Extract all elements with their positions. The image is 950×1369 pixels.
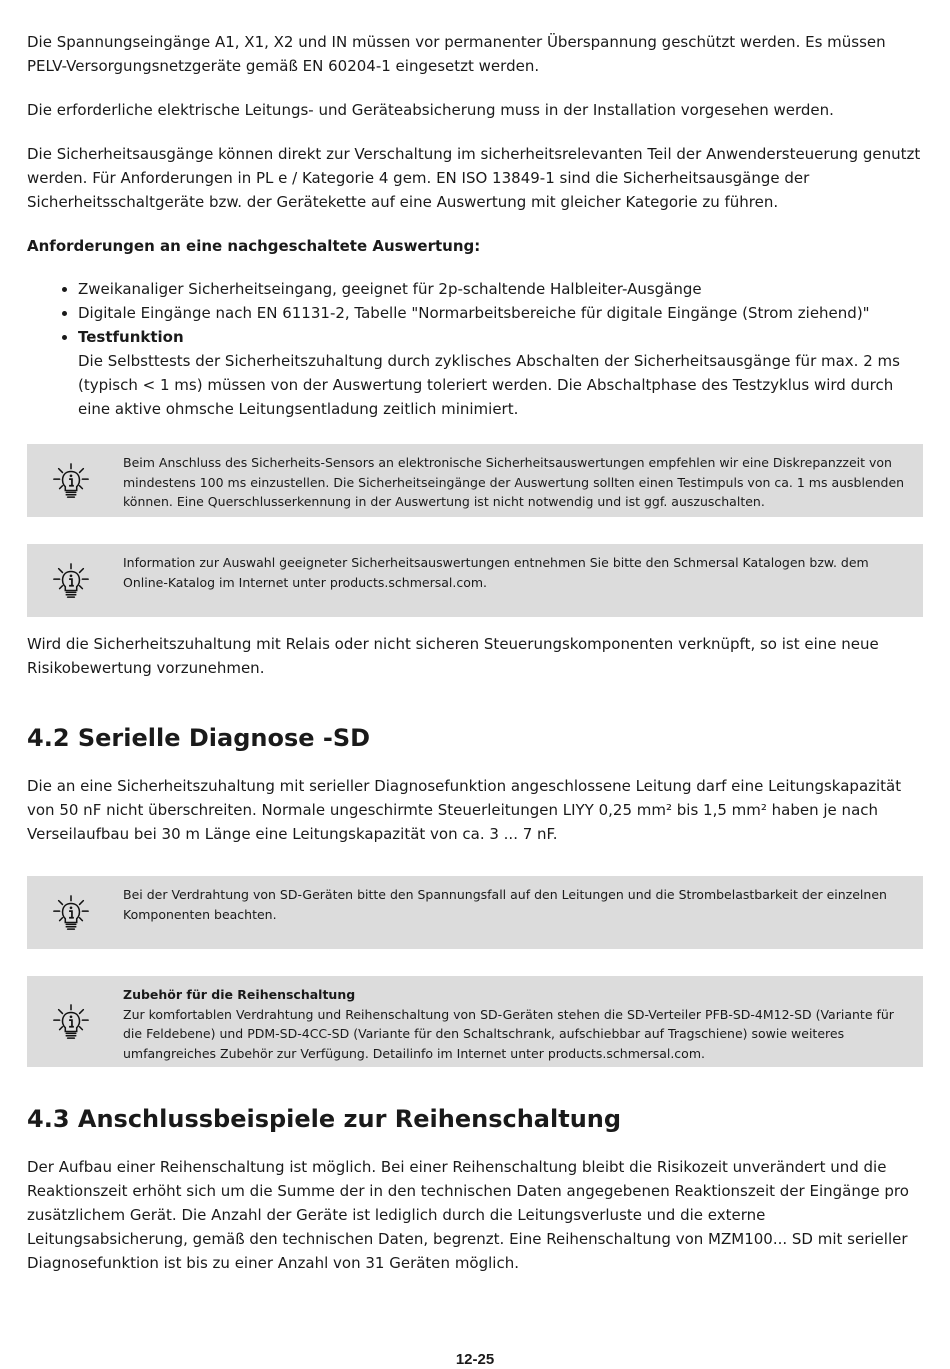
lightbulb-info-icon: [52, 1003, 90, 1041]
paragraph-voltage-inputs: Die Spannungseingänge A1, X1, X2 und IN müssen vor permanenter Überspannung geschützt werden. Es müssen PELV-Versorgungsnetzgeräte gemäß EN 60204-1 eingesetzt werden.: [27, 33, 886, 75]
note-text: Zur komfortablen Verdrahtung und Reihenschaltung von SD-Geräten stehen die SD-Verteiler PFB-SD-4M12-SD (Variante für die Feldebene) und PDM-SD-4CC-SD (Variante für den Schaltschrank, aufschiebbar auf Tragschiene) sowie weiteres umfangreiches Zubehör zur Verfügung. Detailinfo im Internet unter products.schmersal.com.: [123, 1006, 894, 1061]
paragraph-series-connection: Der Aufbau einer Reihenschaltung ist möglich. Bei einer Reihenschaltung bleibt die Risikozeit unverändert und die Reaktionszeit erhöht sich um die Summe der in den technischen Daten angegebenen Reaktionszeit der Eingänge pro zusätzlichem Gerät. Die Anzahl der Geräte ist lediglich durch die Leitungsverluste und die externe Leitungsabsicherung, gemäß den technischen Daten, begrenzt. Eine Reihenschaltung von MZM100... SD mit serieller Diagnosefunktion ist bis zu einer Anzahl von 31 Geräten möglich.: [27, 1158, 909, 1272]
requirements-heading: Anforderungen an eine nachgeschaltete Auswertung:: [27, 237, 481, 255]
list-item: [78, 325, 923, 421]
note-text: Beim Anschluss des Sicherheits-Sensors an elektronische Sicherheitsauswertungen empfehlen wir eine Diskrepanzzeit von mindestens 100 ms einzustellen. Die Sicherheitseingänge der Auswertung sollten einen Testimpuls von ca. 1 ms ausblenden können. Eine Querschlusserkennung in der Auswertung ist nicht notwendig und ist ggf. auszuschalten.: [123, 455, 905, 509]
requirements-list: [27, 277, 923, 421]
list-item: • Digitale Eingänge nach EN 61131-2, Tabelle "Normarbeitsbereiche für digitale Eingänge (Strom ziehend)": [78, 301, 923, 325]
info-note: [27, 876, 923, 949]
paragraph-relais: Wird die Sicherheitszuhaltung mit Relais oder nicht sicheren Steuerungskomponenten verknüpft, so ist eine neue Risikobewertung vorzunehmen.: [27, 635, 879, 677]
list-item-title: Testfunktion: [78, 328, 184, 346]
intro-block: [27, 30, 923, 421]
note-title: Zubehör für die Reihenschaltung: [123, 987, 356, 1002]
note-text: Information zur Auswahl geeigneter Sicherheitsauswertungen entnehmen Sie bitte den Schmersal Katalogen bzw. dem Online-Katalog im Internet unter products.schmersal.com.: [123, 555, 869, 590]
paragraph-safety-outputs: Die Sicherheitsausgänge können direkt zur Verschaltung im sicherheitsrelevanten Teil der Anwendersteuerung genutzt werden. Für Anforderungen in PL e / Kategorie 4 gem. EN ISO 13849-1 sind die Sicherheitsausgänge der Sicherheitsschaltgeräte bzw. der Gerätekette auf eine Auswertung mit gleicher Kategorie zu führen.: [27, 145, 921, 211]
lightbulb-info-icon: [52, 462, 90, 500]
list-item: • Zweikanaliger Sicherheitseingang, geeignet für 2p-schaltende Halbleiter-Ausgänge: [78, 277, 923, 301]
page-number: 12-25: [455, 1351, 495, 1368]
section-heading-4-3: 4.3 Anschlussbeispiele zur Reihenschaltung: [27, 1105, 622, 1133]
note-text: Bei der Verdrahtung von SD-Geräten bitte den Spannungsfall auf den Leitungen und die Strombelastbarkeit der einzelnen Komponenten beachten.: [123, 887, 887, 922]
info-note: [27, 444, 923, 517]
info-note: [27, 976, 923, 1067]
paragraph-serial-diagnosis: Die an eine Sicherheitszuhaltung mit serieller Diagnosefunktion angeschlossene Leitung darf eine Leitungskapazität von 50 nF nicht überschreiten. Normale ungeschirmte Steuerleitungen LIYY 0,25 mm² bis 1,5 mm² haben je nach Verseilaufbau bei 30 m Länge eine Leitungskapazität von ca. 3 ... 7 nF.: [27, 777, 902, 843]
lightbulb-info-icon: [52, 894, 90, 932]
section-heading-4-2: 4.2 Serielle Diagnose -SD: [27, 724, 371, 752]
list-item-text: Die Selbsttests der Sicherheitszuhaltung durch zyklisches Abschalten der Sicherheitsausgänge für max. 2 ms (typisch < 1 ms) müssen von der Auswertung toleriert werden. Die Abschaltphase des Testzyklus wird durch eine aktive ohmsche Leitungsentladung zeitlich minimiert.: [78, 352, 900, 418]
paragraph-fuse: Die erforderliche elektrische Leitungs- und Geräteabsicherung muss in der Installation vorgesehen werden.: [27, 101, 834, 119]
lightbulb-info-icon: [52, 562, 90, 600]
info-note: [27, 544, 923, 617]
